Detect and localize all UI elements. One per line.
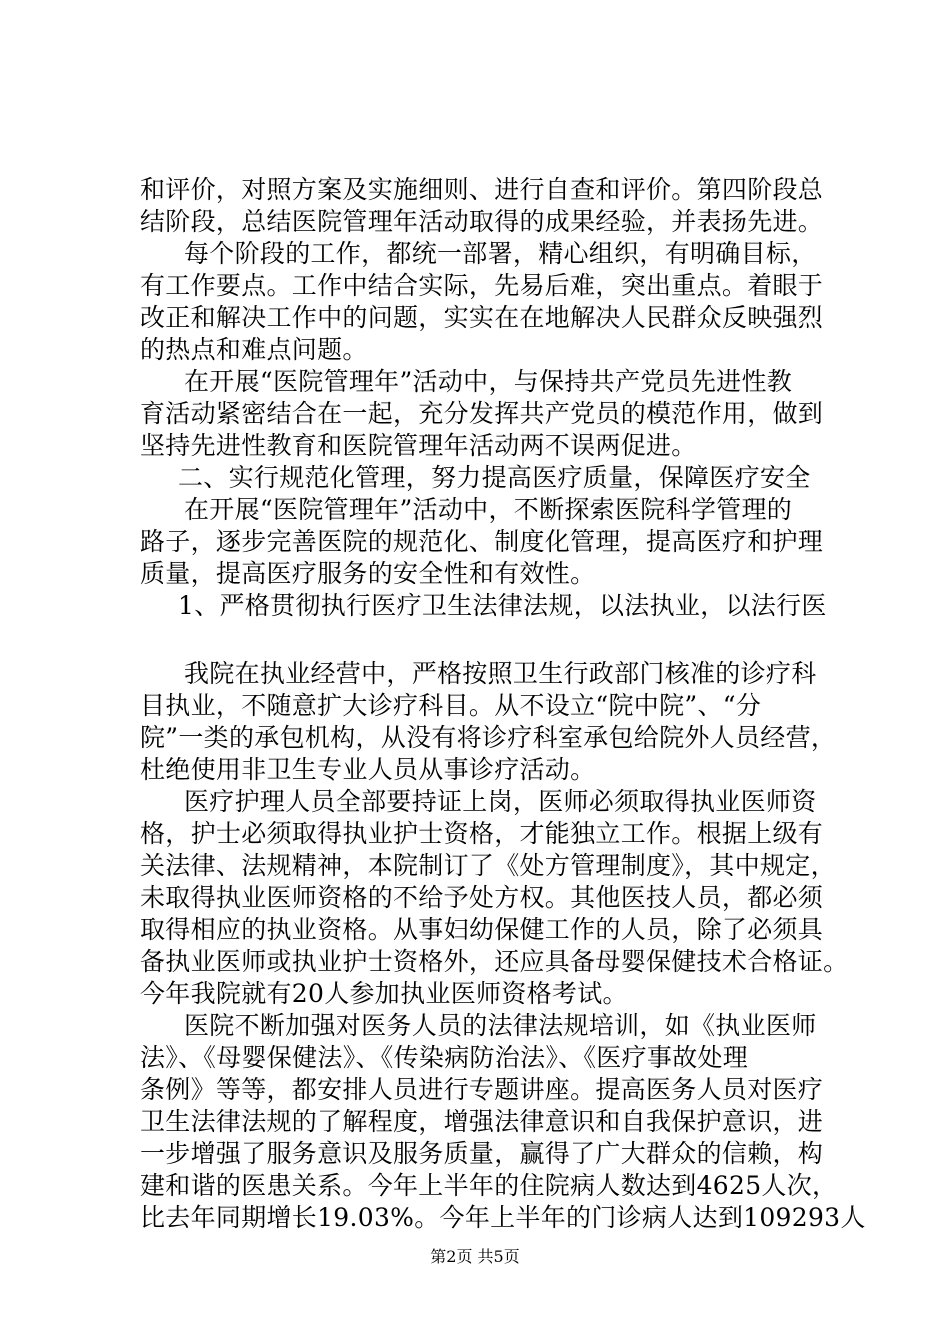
text-line: 比去年同期增长19.03%。今年上半年的门诊病人达到109293人	[140, 1203, 866, 1232]
paragraph-start: 医疗护理人员全部要持证上岗，医师必须取得执业医师资	[184, 787, 817, 816]
text-line: 条例》等等，都安排人员进行专题讲座。提高医务人员对医疗	[140, 1075, 824, 1104]
text-line: 卫生法律法规的了解程度，增强法律意识和自我保护意识，进	[140, 1107, 824, 1136]
section-heading: 二、实行规范化管理，努力提高医疗质量，保障医疗安全	[178, 463, 811, 492]
text-line: 质量，提高医疗服务的安全性和有效性。	[140, 559, 596, 588]
text-line: 路子，逐步完善医院的规范化、制度化管理，提高医疗和护理	[140, 527, 824, 556]
text-line: 备执业医师或执业护士资格外，还应具备母婴保健技术合格证。	[140, 947, 849, 976]
text-line: 有工作要点。工作中结合实际，先易后难，突出重点。着眼于	[140, 271, 824, 300]
text-line: 杜绝使用非卫生专业人员从事诊疗活动。	[140, 755, 596, 784]
text-line: 的热点和难点问题。	[140, 335, 368, 364]
paragraph-start: 每个阶段的工作，都统一部署，精心组织，有明确目标，	[184, 239, 817, 268]
paragraph-start: 我院在执业经营中，严格按照卫生行政部门核准的诊疗科	[184, 659, 817, 688]
text-line: 格，护士必须取得执业护士资格，才能独立工作。根据上级有	[140, 819, 824, 848]
subsection-heading: 1、严格贯彻执行医疗卫生法律法规，以法执业，以法行医	[178, 591, 827, 620]
text-line: 院”一类的承包机构，从没有将诊疗科室承包给院外人员经营，	[140, 723, 837, 752]
text-line: 和评价，对照方案及实施细则、进行自查和评价。第四阶段总	[140, 175, 824, 204]
blank-gap	[140, 622, 830, 658]
text-line: 目执业，不随意扩大诊疗科目。从不设立“院中院”、“分	[140, 691, 762, 720]
text-line: 关法律、法规精神，本院制订了《处方管理制度》，其中规定，	[140, 851, 836, 880]
text-line: 坚持先进性教育和医院管理年活动两不误两促进。	[140, 431, 697, 460]
paragraph-start: 在开展“医院管理年”活动中，与保持共产党员先进性教	[184, 367, 793, 396]
paragraph-start: 在开展“医院管理年”活动中，不断探索医院科学管理的	[184, 495, 793, 524]
paragraph-start: 医院不断加强对医务人员的法律法规培训，如《执业医师	[184, 1011, 817, 1040]
text-line: 取得相应的执业资格。从事妇幼保健工作的人员，除了必须具	[140, 915, 824, 944]
page-number-footer: 第2页 共5页	[430, 1247, 520, 1266]
text-line: 法》、《母婴保健法》、《传染病防治法》、《医疗事故处理	[140, 1043, 749, 1072]
text-line: 改正和解决工作中的问题，实实在在地解决人民群众反映强烈	[140, 303, 824, 332]
text-line: 今年我院就有20人参加执业医师资格考试。	[140, 979, 628, 1008]
text-line: 未取得执业医师资格的不给予处方权。其他医技人员，都必须	[140, 883, 824, 912]
text-line: 一步增强了服务意识及服务质量，赢得了广大群众的信赖，构	[140, 1139, 824, 1168]
text-line: 育活动紧密结合在一起，充分发挥共产党员的模范作用，做到	[140, 399, 824, 428]
text-line: 结阶段，总结医院管理年活动取得的成果经验，并表扬先进。	[140, 207, 824, 236]
text-line: 建和谐的医患关系。今年上半年的住院病人数达到4625人次，	[140, 1171, 838, 1200]
document-body	[140, 174, 866, 1234]
